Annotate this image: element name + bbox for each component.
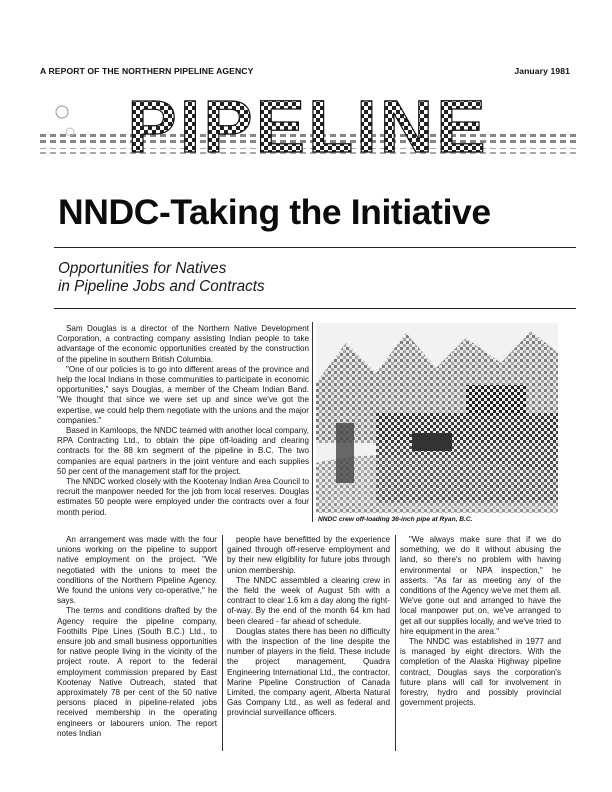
pipe-offloading-photo (316, 323, 558, 513)
column-divider-1 (222, 535, 223, 751)
masthead-title: PIPELINE (127, 86, 489, 168)
report-header (40, 66, 570, 80)
intro-paragraph: Based in Kamloops, the NNDC teamed with another local company, RPA Contracting Ltd., to obtain the pipe off-loading and clearing contracts for the 88 km segment of the pipeline in B.C. The two companies are equal partners in the joint venture and each supplies 50 per cent of the management staff for the project. (57, 426, 309, 476)
intro-paragraph: "One of our policies is to go into different areas of the province and help the local Indians in those communities to participate in economic opportunities," says Douglas, a member of the Cheam Indian Band. "We thought that since we were set up and since we've got the expertise, we could help them negotiate with the unions and the major companies." (57, 364, 309, 425)
column-1 (57, 535, 217, 739)
intro-column (57, 324, 309, 518)
agency-line: A REPORT OF THE NORTHERN PIPELINE AGENCY (40, 66, 254, 76)
headline: NNDC-Taking the Initiative (58, 192, 491, 232)
column-3-paragraph: The NNDC was established in 1977 and is managed by eight directors. With the completion of the Alaska Highway pipeline contract, Douglas says the corporation's future plans will call for involvement in forestry, hydro and possibly provincial government projects. (400, 637, 561, 708)
headline-rule (54, 247, 576, 248)
column-2-paragraph: Douglas states there has been no difficulty with the inspection of the line despite the number of players in the field. These include the project management, Quadra Engineering International Ltd., the contractor, Marine Pipeline Construction of Canada Limited, the company agent, Alberta Natural Gas Company Ltd., as well as federal and provincial surveillance officers. (227, 626, 390, 718)
column-3 (400, 535, 561, 708)
photo-graphic (316, 323, 558, 513)
issue-date: January 1981 (514, 66, 570, 76)
column-1-paragraph: An arrangement was made with the four unions working on the pipeline to support native employment on the project. "We negotiated with the unions to meet the conditions of the Northern Pipeline Agency. We found the unions very co-operative," he says. (57, 535, 217, 606)
column-divider-2 (395, 535, 396, 751)
intro-paragraph: The NNDC worked closely with the Kootenay Indian Area Council to recruit the manpower needed for the job from local reserves. Douglas estimates 50 people were employed under the contracts over a four month period. (57, 477, 309, 517)
subtitle-rule (54, 308, 576, 309)
column-3-paragraph: "We always make sure that if we do something, we do it without abusing the land, so there's no problem with having environmental or NPA inspection," he asserts. "As far as meeting any of the conditions of the Agency we've met them all. We've gone out and arranged to have the local manpower put on, we've arranged to get all our supplies locally, and we've tried to hire equipment in the area." (400, 535, 561, 636)
column-divider-left (312, 322, 313, 522)
column-2-paragraph: people have benefitted by the experience gained through off-reserve employment and by their new eligibility for future jobs through union membership. (227, 535, 390, 575)
masthead-logo (40, 86, 576, 172)
photo-caption: NNDC crew off-loading 36-inch pipe at Ryan, B.C. (318, 516, 473, 523)
subtitle-line-2: in Pipeline Jobs and Contracts (58, 278, 265, 295)
masthead-graphic (40, 86, 576, 172)
column-1-paragraph: The terms and conditions drafted by the Agency require the pipeline company, Foothills Pipe Lines (South B.C.) Ltd., to ensure job and small business opportunities for native people living in the vicinity of the project route. A report to the federal employment commission prepared by East Kootenay Native Outreach, stated that approximately 78 per cent of the 50 native persons placed in pipeline-related jobs received membership in the operating engineers or labourers union. The report notes Indian (57, 606, 217, 738)
subtitle-line-1: Opportunities for Natives (58, 260, 227, 277)
column-2-paragraph: The NNDC assembled a clearing crew in the field the week of August 5th with a contract to clear 1.6 km a day along the right-of-way. By the end of the month 64 km had been cleared - far ahead of schedule. (227, 575, 390, 626)
intro-paragraph: Sam Douglas is a director of the Northern Native Development Corporation, a contracting company assisting Indian people to take advantage of the economic opportunities created by the construction of the pipeline in southern British Columbia. (57, 324, 309, 364)
column-2 (227, 535, 390, 719)
subtitle (58, 260, 478, 296)
